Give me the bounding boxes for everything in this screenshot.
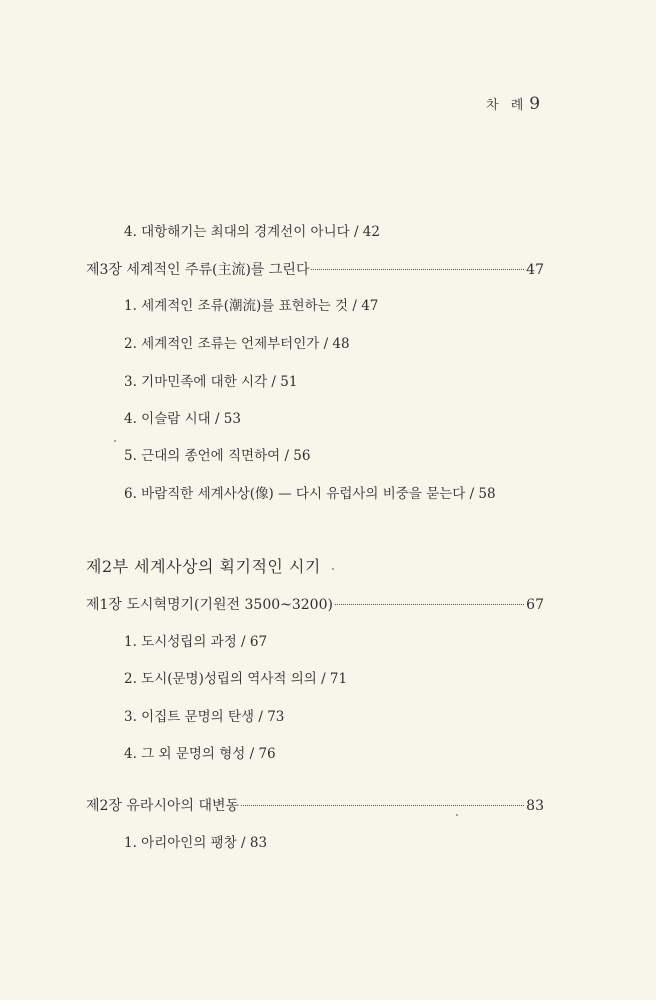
toc-entry-section <box>124 633 267 651</box>
dot-leader <box>241 804 524 806</box>
toc-entry-text: 4. 그 외 문명의 형성 / 76 <box>124 746 276 762</box>
toc-chapter-title: 제3장 세계적인 주류(主流)를 그린다 <box>86 262 310 278</box>
toc-entry-section <box>124 410 241 428</box>
dot-leader <box>335 603 524 605</box>
toc-chapter-title: 제2장 유라시아의 대변동 <box>86 798 240 814</box>
toc-entry-section <box>124 485 496 503</box>
toc-entry-section <box>124 335 350 353</box>
toc-entry-section <box>124 297 378 315</box>
toc-entry-text: 1. 세계적인 조류(潮流)를 표현하는 것 / 47 <box>124 298 379 314</box>
paper-speck <box>456 814 458 816</box>
toc-entry-chapter <box>86 261 544 279</box>
toc-entry-text: 2. 도시(문명)성립의 역사적 의의 / 71 <box>124 671 348 687</box>
toc-chapter-page: 47 <box>526 262 544 278</box>
toc-entry-text: 3. 기마민족에 대한 시각 / 51 <box>124 374 298 390</box>
paper-speck <box>114 440 116 442</box>
toc-entry-section <box>124 834 267 852</box>
toc-entry-text: 4. 대항해기는 최대의 경계선이 아니다 / 42 <box>124 224 380 240</box>
toc-chapter-page: 83 <box>526 798 544 814</box>
toc-part-title: 제2부 세계사상의 획기적인 시기 <box>86 557 321 576</box>
toc-entry-text: 1. 아리아인의 팽창 / 83 <box>124 835 268 851</box>
toc-entry-text: 2. 세계적인 조류는 언제부터인가 / 48 <box>124 336 350 352</box>
toc-entry-text: 1. 도시성립의 과정 / 67 <box>124 634 268 650</box>
running-head-label: 차 례 <box>486 98 528 113</box>
toc-entry-section <box>124 447 310 465</box>
page-number: 9 <box>529 94 541 114</box>
toc-entry-text: 4. 이슬람 시대 / 53 <box>124 411 241 427</box>
toc-entry-section <box>124 223 380 241</box>
toc-entry-chapter <box>86 596 544 614</box>
toc-entry-section <box>124 373 297 391</box>
dot-leader <box>311 268 524 270</box>
toc-part-heading <box>86 558 321 576</box>
toc-entry-section <box>124 670 347 688</box>
toc-entry-text: 5. 근대의 종언에 직면하여 / 56 <box>124 448 311 464</box>
toc-chapter-title: 제1장 도시혁명기(기원전 3500~3200) <box>86 597 333 613</box>
running-head <box>486 94 540 114</box>
paper-speck <box>332 568 334 570</box>
toc-entry-chapter <box>86 797 544 815</box>
toc-entry-text: 3. 이집트 문명의 탄생 / 73 <box>124 709 285 725</box>
toc-entry-text: 6. 바람직한 세계사상(像) — 다시 유럽사의 비중을 묻는다 / 58 <box>124 486 496 502</box>
toc-entry-section <box>124 745 276 763</box>
toc-chapter-page: 67 <box>526 597 544 613</box>
toc-entry-section <box>124 708 284 726</box>
